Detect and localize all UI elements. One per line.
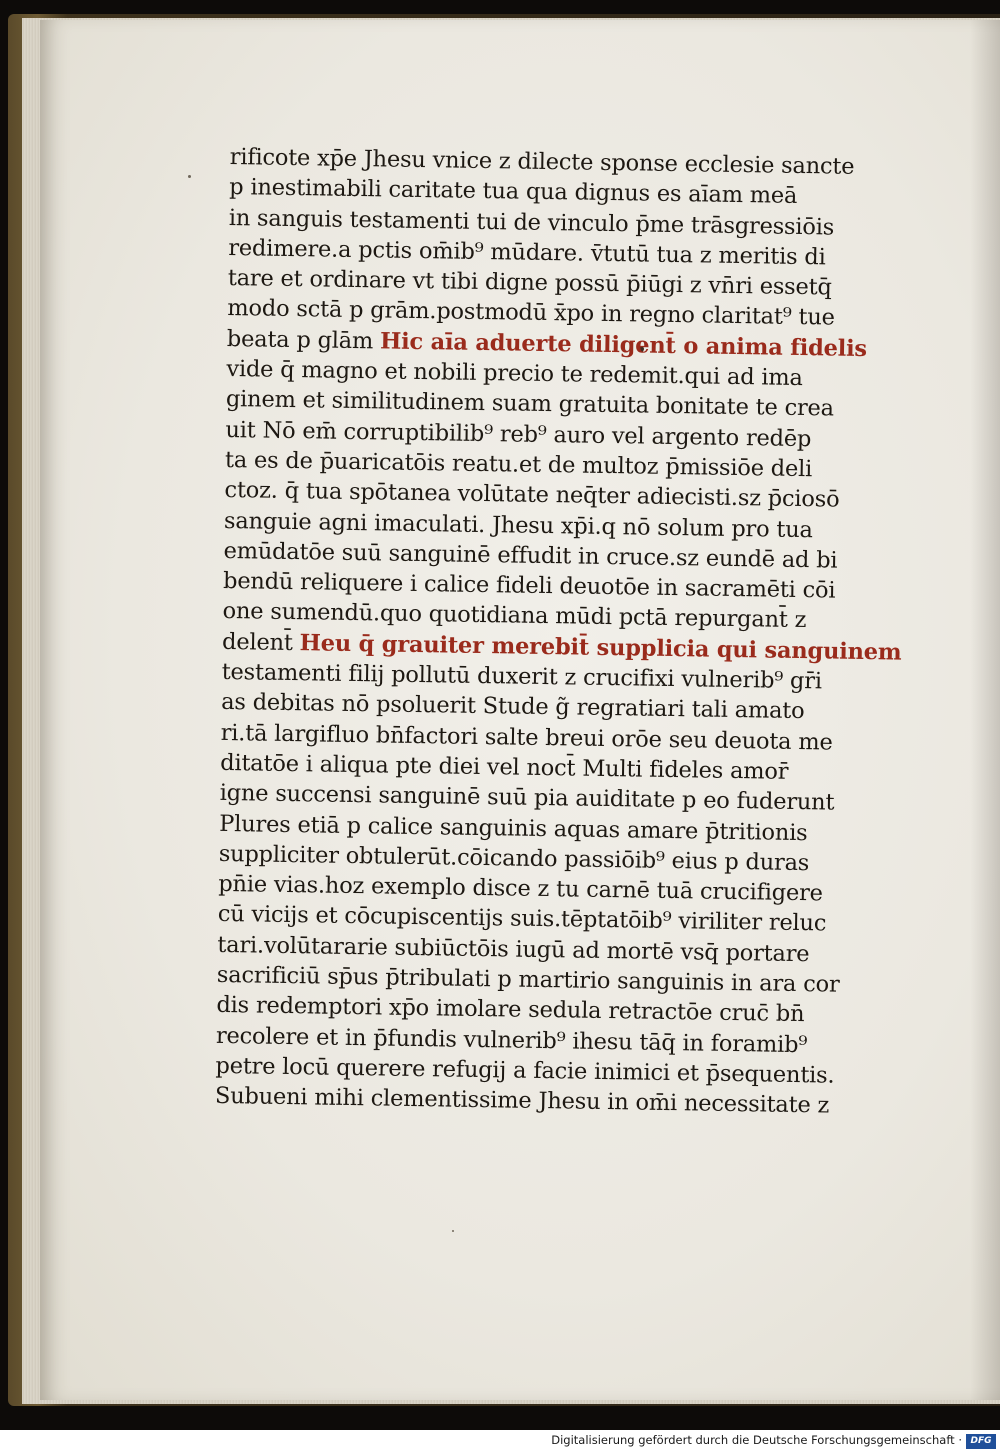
text-line: emūdatōe suū sanguinē effudit in cruce.sz eundē ad bi — [223, 537, 838, 574]
text-line: Plures etiā p calice sanguinis aquas amare p̄tritionis — [219, 810, 808, 846]
text-segment: as debitas nō psoluerit — [220, 689, 477, 720]
text-line: tari.volūtararie subiūctōis iugū ad mortē vsq̄ portare — [217, 931, 810, 967]
text-line: in sanguis testamenti tui de vinculo p̄me trāsgressiōis — [228, 204, 835, 241]
text-line: pn̄ie vias.hoz exemplo disce z tu carnē tuā crucifigere — [218, 871, 823, 907]
paper-speck — [188, 175, 191, 178]
text-line: ta es de p̄uaricatōis reatu.et de multoz p̄missiōe deli — [224, 446, 813, 483]
text-line: cū vicijs et cōcupiscentijs suis.tēptatōib⁹ viriliter reluc — [217, 901, 827, 937]
text-line: bendū reliquere i calice fideli deuotōe in sacramēti cōi — [222, 568, 836, 604]
text-line: one sumendū.quo quotidiana mūdi pctā repurgant̄ z — [222, 598, 807, 634]
dfg-logo: DFG — [966, 1434, 996, 1449]
text-line: sacrificiū sp̄us p̄tribulati p martirio sanguinis in ara cor — [216, 961, 840, 998]
text-line: modo sctā p grām.postmodū x̄po in regno claritat⁹ tue — [227, 295, 835, 332]
text-block — [215, 142, 920, 1122]
text-segment: delent̄ — [221, 628, 293, 656]
text-line: p inestimabili caritate tua qua dignus es aīam meā — [229, 174, 798, 210]
text-line: vide q̄ magno et nobili precio te redemit.qui ad ima — [226, 356, 803, 392]
text-line: igne succensi sanguinē suū pia auiditate p eo fuderunt — [219, 780, 835, 816]
text-line: recolere et in p̄fundis vulnerib⁹ ihesu tāq̄ in foramib⁹ — [215, 1022, 808, 1058]
text-line: rificote xp̄e Jhesu vnice z dilecte sponse ecclesie sancte — [229, 143, 855, 180]
text-line: suppliciter obtulerūt.cōicando passiōib⁹ eius p duras — [218, 840, 810, 877]
text-segment: ditatōe i aliqua pte diei vel noct̄ — [220, 749, 576, 782]
text-segment: Stude g̃ regratiari tali amato — [482, 693, 805, 725]
text-line: ctoz. q̄ tua spōtanea volūtate neq̄ter adiecisti.sz p̄ciosō — [224, 477, 840, 513]
text-segment: beata p glām — [226, 325, 374, 355]
text-line: redimere.a pctis om̄ib⁹ mūdare. v̄tutū tua z meritis di — [228, 234, 826, 271]
text-segment: Multi fideles amor̄ — [582, 755, 789, 785]
text-line: tare et ordinare vt tibi digne possū p̄iūgi z vn̄ri essetq̄ — [227, 265, 832, 301]
text-line: ri.tā largifluo bn̄factori salte breui orōe seu deuota me — [220, 719, 833, 756]
rubric-segment: Heu q̄ grauiter merebit̄ supplicia qui sanguinem — [299, 629, 902, 666]
text-segment: uit — [225, 416, 256, 444]
footer-bar — [0, 1430, 1000, 1454]
text-line: ginem et similitudinem suam gratuita bonitate te crea — [225, 386, 835, 422]
text-line: petre locū querere refugij a facie inimici et p̄sequentis. — [215, 1052, 835, 1089]
text-line: sanguie agni imaculati. Jhesu xp̄i.q nō solum pro tua — [223, 507, 813, 543]
paper-speck — [452, 1230, 454, 1232]
funding-credit: Digitalisierung gefördert durch die Deutsche Forschungsgemeinschaft · — [551, 1433, 962, 1447]
text-line: testamenti filij pollutū duxerit z crucifixi vulnerib⁹ gr̄i — [221, 658, 823, 695]
rubric-segment: Hic aīa aduerte diligent̄ o anima fidelis — [379, 328, 868, 362]
text-segment: Nō em̄ corruptibilib⁹ reb⁹ auro vel argento redēp — [262, 417, 812, 452]
text-line: Subueni mihi clementissime Jhesu in om̄i necessitate z — [214, 1083, 830, 1119]
text-line: dis redemptori xp̄o imolare sedula retractōe cruc̄ bn̄ — [216, 992, 805, 1028]
